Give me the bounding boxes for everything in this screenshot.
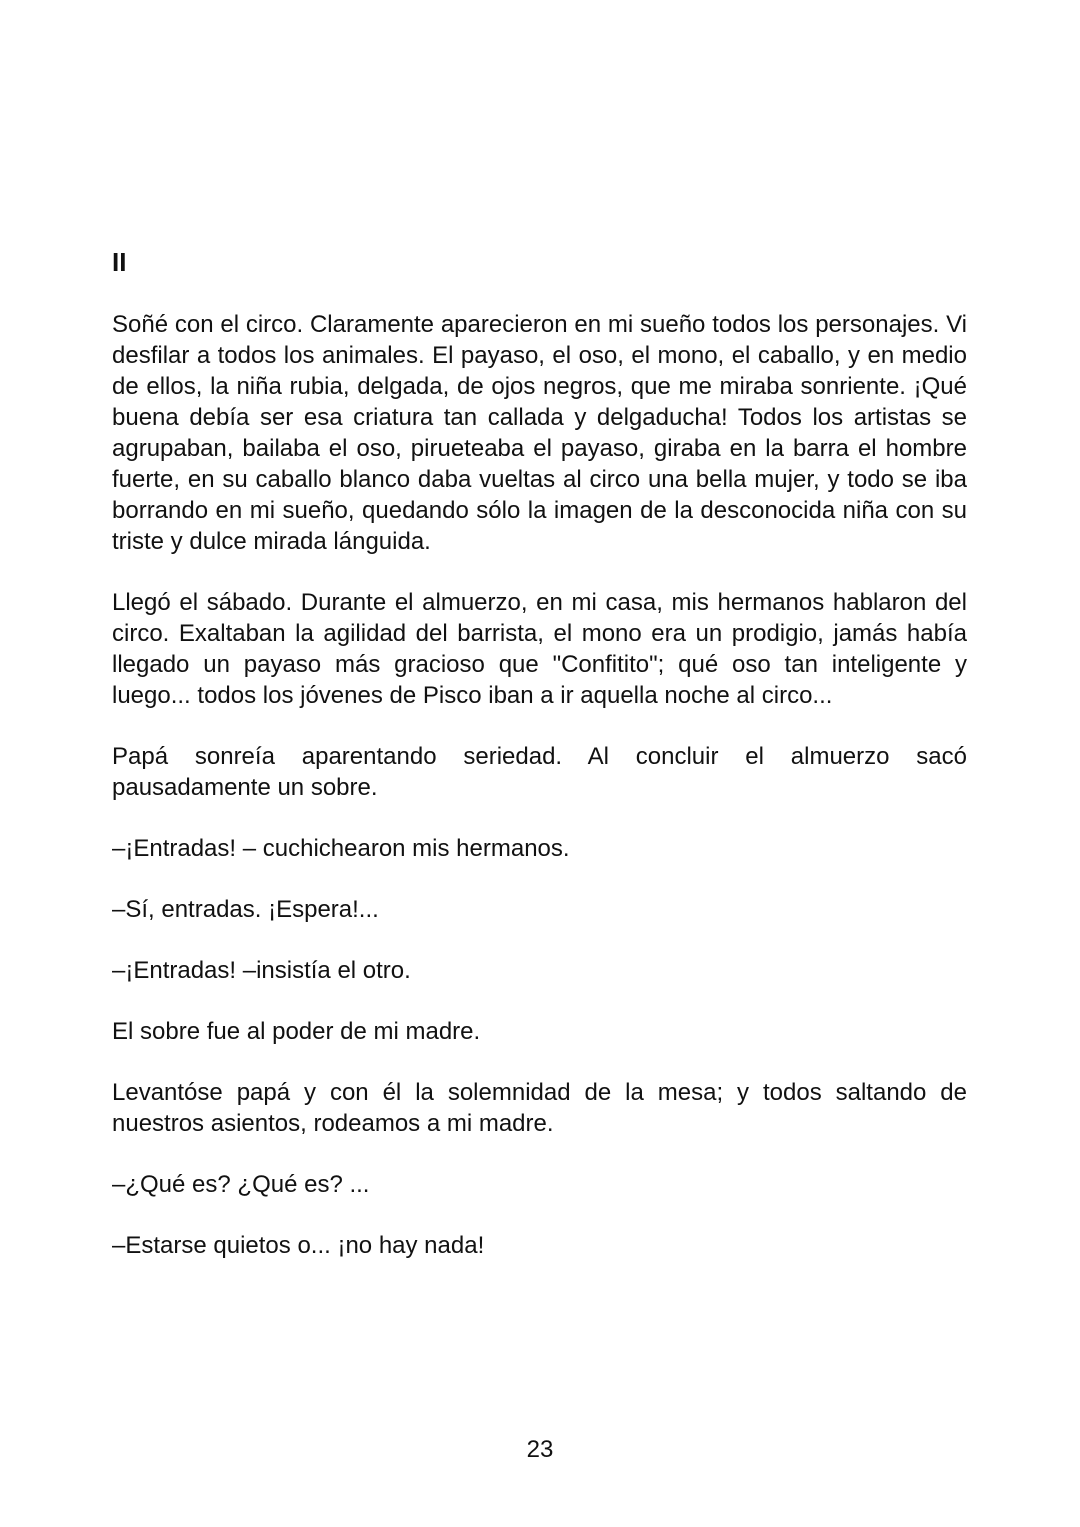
- page-number: 23: [526, 1436, 554, 1463]
- paragraph-dream: Soñé con el circo. Claramente aparecieron en mi sueño todos los personajes. Vi desfilar a todos los animales. El payaso, el oso, el mono, el caballo, y en medio de ellos, la niña rubia, delgada, de ojos negros, que me miraba sonriente. ¡Qué buena debía ser esa criatura tan callada y delgaducha! Todos los artistas se agrupaban, bailaba el oso, pirueteaba el payaso, giraba en la barra el hombre fuerte, en su caballo blanco daba vueltas al circo una bella mujer, y todo se iba borrando en mi sueño, quedando sólo la imagen de la desconocida niña con su triste y dulce mirada lánguida.: [112, 311, 967, 555]
- body-text: [112, 309, 967, 1291]
- dialogue-line: –¿Qué es? ¿Qué es? ...: [112, 1171, 370, 1198]
- dialogue-line: –Sí, entradas. ¡Espera!...: [112, 896, 379, 923]
- dialogue-line: –Estarse quietos o... ¡no hay nada!: [112, 1232, 485, 1259]
- chapter-heading: II: [112, 247, 127, 277]
- paragraph-saturday: Llegó el sábado. Durante el almuerzo, en mi casa, mis hermanos hablaron del circo. Exaltaban la agilidad del barrista, el mono era un prodigio, jamás había llegado un payaso más gracioso que "Confitito"; qué oso tan inteligente y luego... todos los jóvenes de Pisco iban a ir aquella noche al circo...: [112, 589, 967, 709]
- dialogue-line: –¡Entradas! –insistía el otro.: [112, 957, 411, 984]
- paragraph-levantose: Levantóse papá y con él la solemnidad de la mesa; y todos saltando de nuestros asientos, rodeamos a mi madre.: [112, 1079, 967, 1137]
- dialogue-line: –¡Entradas! – cuchichearon mis hermanos.: [112, 835, 570, 862]
- paragraph-envelope: El sobre fue al poder de mi madre.: [112, 1018, 481, 1045]
- paragraph-papa: Papá sonreía aparentando seriedad. Al concluir el almuerzo sacó pausadamente un sobre.: [112, 743, 967, 801]
